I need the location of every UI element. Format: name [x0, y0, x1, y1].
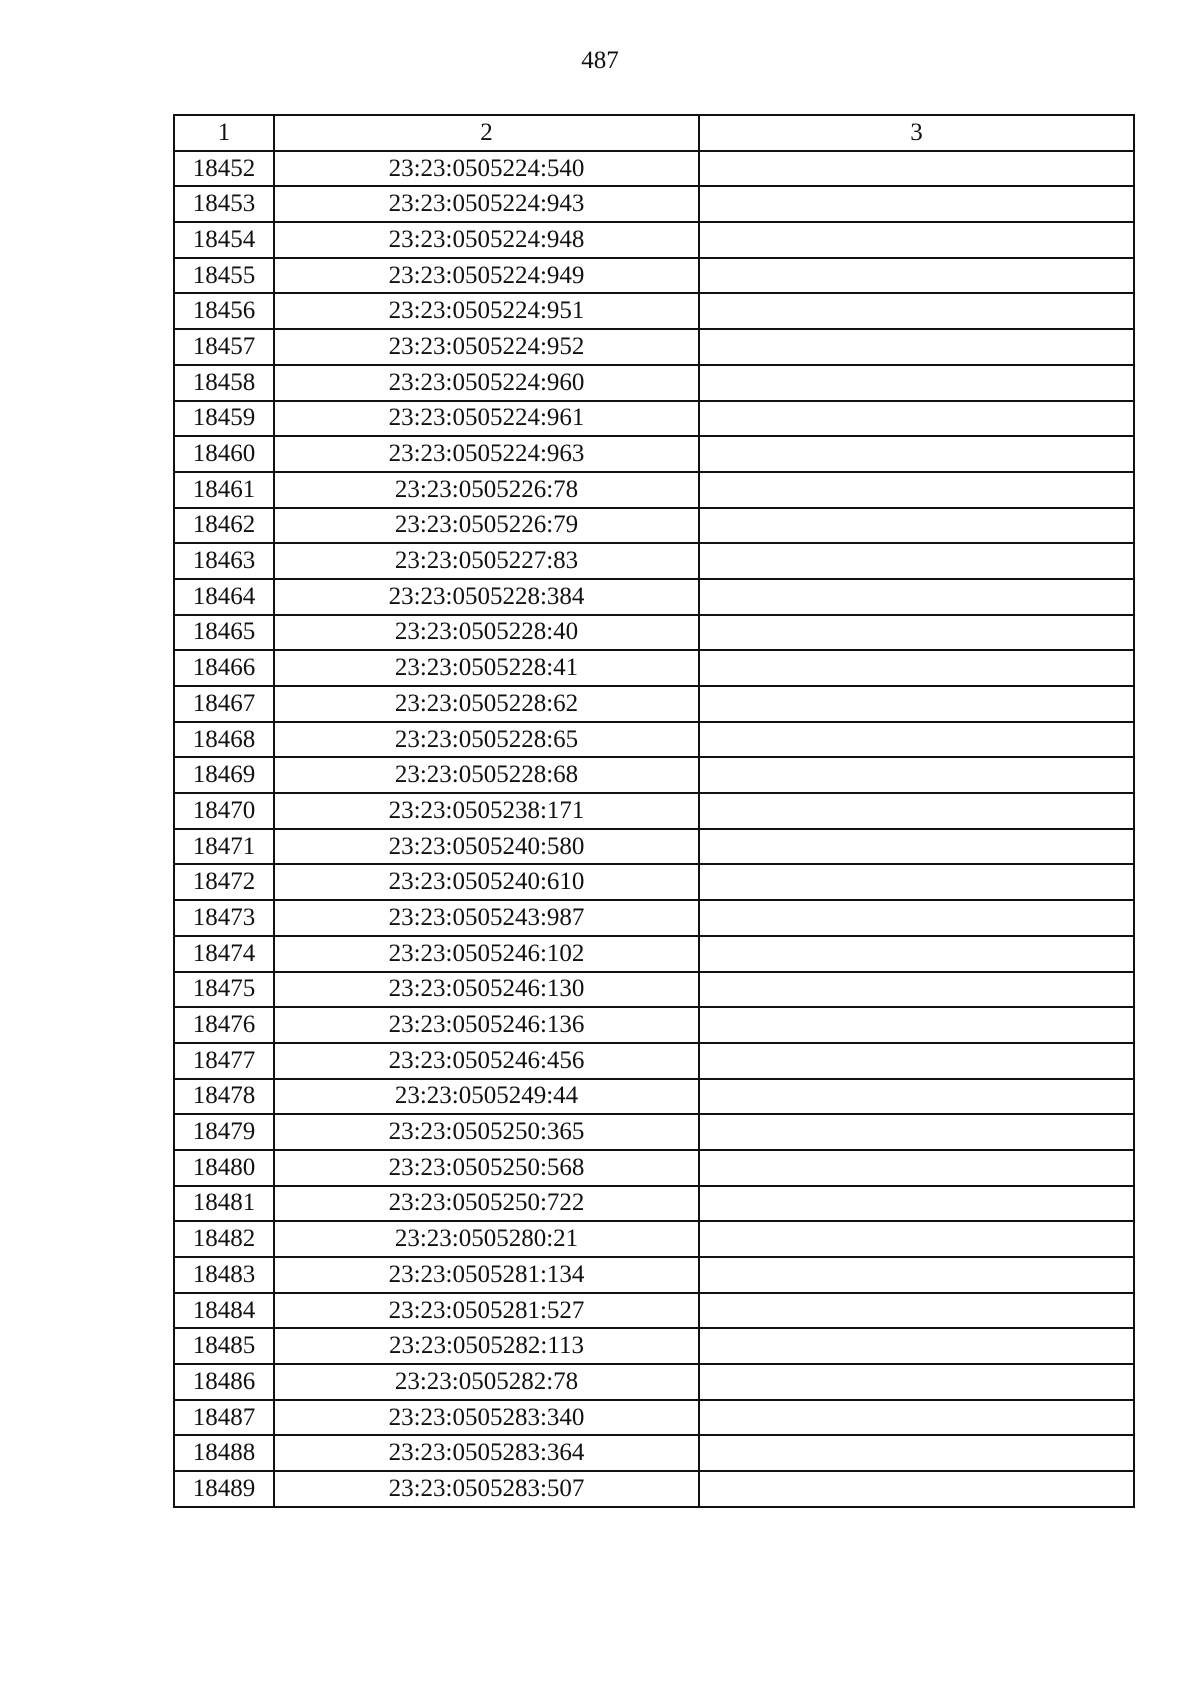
table-row — [174, 1400, 1134, 1436]
cell-row-number: 18479 — [174, 1114, 274, 1150]
cell-note — [699, 1007, 1134, 1043]
table-row — [174, 1293, 1134, 1329]
cell-row-number: 18462 — [174, 508, 274, 544]
cell-note — [699, 864, 1134, 900]
cell-cadastral-number: 23:23:0505250:722 — [274, 1186, 699, 1222]
cell-row-number: 18464 — [174, 579, 274, 615]
cell-row-number: 18459 — [174, 401, 274, 437]
cell-note — [699, 1114, 1134, 1150]
cell-cadastral-number: 23:23:0505226:78 — [274, 472, 699, 508]
cell-row-number: 18455 — [174, 258, 274, 294]
cell-cadastral-number: 23:23:0505281:527 — [274, 1293, 699, 1329]
cell-note — [699, 650, 1134, 686]
table-row — [174, 1150, 1134, 1186]
cell-note — [699, 972, 1134, 1008]
cell-row-number: 18489 — [174, 1471, 274, 1507]
cell-note — [699, 686, 1134, 722]
cell-row-number: 18465 — [174, 615, 274, 651]
cell-cadastral-number: 23:23:0505246:136 — [274, 1007, 699, 1043]
cell-cadastral-number: 23:23:0505224:943 — [274, 186, 699, 222]
registry-table — [173, 114, 1135, 1508]
cell-cadastral-number: 23:23:0505280:21 — [274, 1221, 699, 1257]
cell-note — [699, 1293, 1134, 1329]
cell-row-number: 18473 — [174, 900, 274, 936]
cell-row-number: 18486 — [174, 1364, 274, 1400]
table-row — [174, 436, 1134, 472]
cell-note — [699, 401, 1134, 437]
cell-row-number: 18471 — [174, 829, 274, 865]
cell-cadastral-number: 23:23:0505243:987 — [274, 900, 699, 936]
cell-note — [699, 615, 1134, 651]
cell-note — [699, 365, 1134, 401]
cell-row-number: 18460 — [174, 436, 274, 472]
cell-cadastral-number: 23:23:0505249:44 — [274, 1079, 699, 1115]
table-row — [174, 864, 1134, 900]
cell-note — [699, 900, 1134, 936]
table-row — [174, 722, 1134, 758]
table-row — [174, 1435, 1134, 1471]
cell-cadastral-number: 23:23:0505240:610 — [274, 864, 699, 900]
table-row — [174, 615, 1134, 651]
cell-cadastral-number: 23:23:0505238:171 — [274, 793, 699, 829]
cell-cadastral-number: 23:23:0505282:113 — [274, 1328, 699, 1364]
cell-note — [699, 1079, 1134, 1115]
cell-cadastral-number: 23:23:0505240:580 — [274, 829, 699, 865]
cell-row-number: 18452 — [174, 151, 274, 187]
cell-cadastral-number: 23:23:0505283:340 — [274, 1400, 699, 1436]
table-row — [174, 151, 1134, 187]
cell-row-number: 18482 — [174, 1221, 274, 1257]
table-row — [174, 829, 1134, 865]
cell-row-number: 18461 — [174, 472, 274, 508]
table-row — [174, 686, 1134, 722]
cell-cadastral-number: 23:23:0505224:960 — [274, 365, 699, 401]
table-row — [174, 329, 1134, 365]
cell-note — [699, 936, 1134, 972]
cell-row-number: 18468 — [174, 722, 274, 758]
table-row — [174, 293, 1134, 329]
table-row — [174, 757, 1134, 793]
cell-note — [699, 1400, 1134, 1436]
table-row — [174, 222, 1134, 258]
table-row — [174, 401, 1134, 437]
cell-row-number: 18474 — [174, 936, 274, 972]
table-row — [174, 258, 1134, 294]
table-row — [174, 1328, 1134, 1364]
cell-row-number: 18485 — [174, 1328, 274, 1364]
cell-note — [699, 472, 1134, 508]
cell-cadastral-number: 23:23:0505226:79 — [274, 508, 699, 544]
table-row — [174, 972, 1134, 1008]
cell-note — [699, 1043, 1134, 1079]
cell-row-number: 18456 — [174, 293, 274, 329]
cell-cadastral-number: 23:23:0505224:948 — [274, 222, 699, 258]
cell-note — [699, 1471, 1134, 1507]
cell-cadastral-number: 23:23:0505283:364 — [274, 1435, 699, 1471]
cell-row-number: 18454 — [174, 222, 274, 258]
page-number: 487 — [581, 47, 619, 74]
cell-note — [699, 329, 1134, 365]
cell-cadastral-number: 23:23:0505228:41 — [274, 650, 699, 686]
cell-note — [699, 829, 1134, 865]
cell-row-number: 18484 — [174, 1293, 274, 1329]
cell-row-number: 18476 — [174, 1007, 274, 1043]
cell-row-number: 18480 — [174, 1150, 274, 1186]
cell-cadastral-number: 23:23:0505228:40 — [274, 615, 699, 651]
cell-cadastral-number: 23:23:0505283:507 — [274, 1471, 699, 1507]
cell-row-number: 18488 — [174, 1435, 274, 1471]
cell-note — [699, 1257, 1134, 1293]
table-row — [174, 365, 1134, 401]
cell-row-number: 18477 — [174, 1043, 274, 1079]
table-row — [174, 543, 1134, 579]
column-header-2: 2 — [274, 115, 699, 151]
table-row — [174, 472, 1134, 508]
cell-cadastral-number: 23:23:0505282:78 — [274, 1364, 699, 1400]
cell-note — [699, 1221, 1134, 1257]
table-row — [174, 1221, 1134, 1257]
cell-note — [699, 579, 1134, 615]
cell-note — [699, 1364, 1134, 1400]
table-row — [174, 186, 1134, 222]
column-header-3: 3 — [699, 115, 1134, 151]
table-row — [174, 1471, 1134, 1507]
cell-note — [699, 186, 1134, 222]
cell-row-number: 18475 — [174, 972, 274, 1008]
table-row — [174, 1007, 1134, 1043]
cell-note — [699, 222, 1134, 258]
cell-cadastral-number: 23:23:0505224:951 — [274, 293, 699, 329]
cell-row-number: 18481 — [174, 1186, 274, 1222]
cell-row-number: 18467 — [174, 686, 274, 722]
table-row — [174, 1043, 1134, 1079]
cell-row-number: 18487 — [174, 1400, 274, 1436]
cell-row-number: 18463 — [174, 543, 274, 579]
table-row — [174, 793, 1134, 829]
cell-cadastral-number: 23:23:0505224:963 — [274, 436, 699, 472]
cell-note — [699, 151, 1134, 187]
cell-note — [699, 258, 1134, 294]
header-row — [174, 115, 1134, 151]
cell-note — [699, 508, 1134, 544]
table-row — [174, 579, 1134, 615]
cell-row-number: 18483 — [174, 1257, 274, 1293]
cell-cadastral-number: 23:23:0505224:952 — [274, 329, 699, 365]
cell-note — [699, 1186, 1134, 1222]
cell-note — [699, 793, 1134, 829]
table-row — [174, 1257, 1134, 1293]
cell-cadastral-number: 23:23:0505228:384 — [274, 579, 699, 615]
cell-note — [699, 293, 1134, 329]
cell-cadastral-number: 23:23:0505228:62 — [274, 686, 699, 722]
cell-note — [699, 543, 1134, 579]
table-row — [174, 1186, 1134, 1222]
cell-note — [699, 722, 1134, 758]
cell-note — [699, 1328, 1134, 1364]
cell-row-number: 18472 — [174, 864, 274, 900]
cell-row-number: 18466 — [174, 650, 274, 686]
table-row — [174, 650, 1134, 686]
cell-cadastral-number: 23:23:0505228:68 — [274, 757, 699, 793]
table-row — [174, 936, 1134, 972]
cell-note — [699, 436, 1134, 472]
cell-cadastral-number: 23:23:0505250:568 — [274, 1150, 699, 1186]
cell-row-number: 18458 — [174, 365, 274, 401]
cell-cadastral-number: 23:23:0505228:65 — [274, 722, 699, 758]
table-body — [174, 151, 1134, 1507]
cell-note — [699, 757, 1134, 793]
cell-cadastral-number: 23:23:0505281:134 — [274, 1257, 699, 1293]
cell-row-number: 18453 — [174, 186, 274, 222]
cell-cadastral-number: 23:23:0505246:102 — [274, 936, 699, 972]
table-row — [174, 1079, 1134, 1115]
cell-row-number: 18457 — [174, 329, 274, 365]
table-header — [174, 115, 1134, 151]
column-header-1: 1 — [174, 115, 274, 151]
table-row — [174, 1114, 1134, 1150]
table-row — [174, 900, 1134, 936]
cell-row-number: 18478 — [174, 1079, 274, 1115]
cell-cadastral-number: 23:23:0505224:961 — [274, 401, 699, 437]
table-row — [174, 508, 1134, 544]
table-row — [174, 1364, 1134, 1400]
cell-cadastral-number: 23:23:0505250:365 — [274, 1114, 699, 1150]
cell-note — [699, 1435, 1134, 1471]
cell-note — [699, 1150, 1134, 1186]
cell-cadastral-number: 23:23:0505246:456 — [274, 1043, 699, 1079]
cell-cadastral-number: 23:23:0505224:949 — [274, 258, 699, 294]
cell-cadastral-number: 23:23:0505227:83 — [274, 543, 699, 579]
cell-cadastral-number: 23:23:0505246:130 — [274, 972, 699, 1008]
cell-cadastral-number: 23:23:0505224:540 — [274, 151, 699, 187]
cell-row-number: 18470 — [174, 793, 274, 829]
cell-row-number: 18469 — [174, 757, 274, 793]
